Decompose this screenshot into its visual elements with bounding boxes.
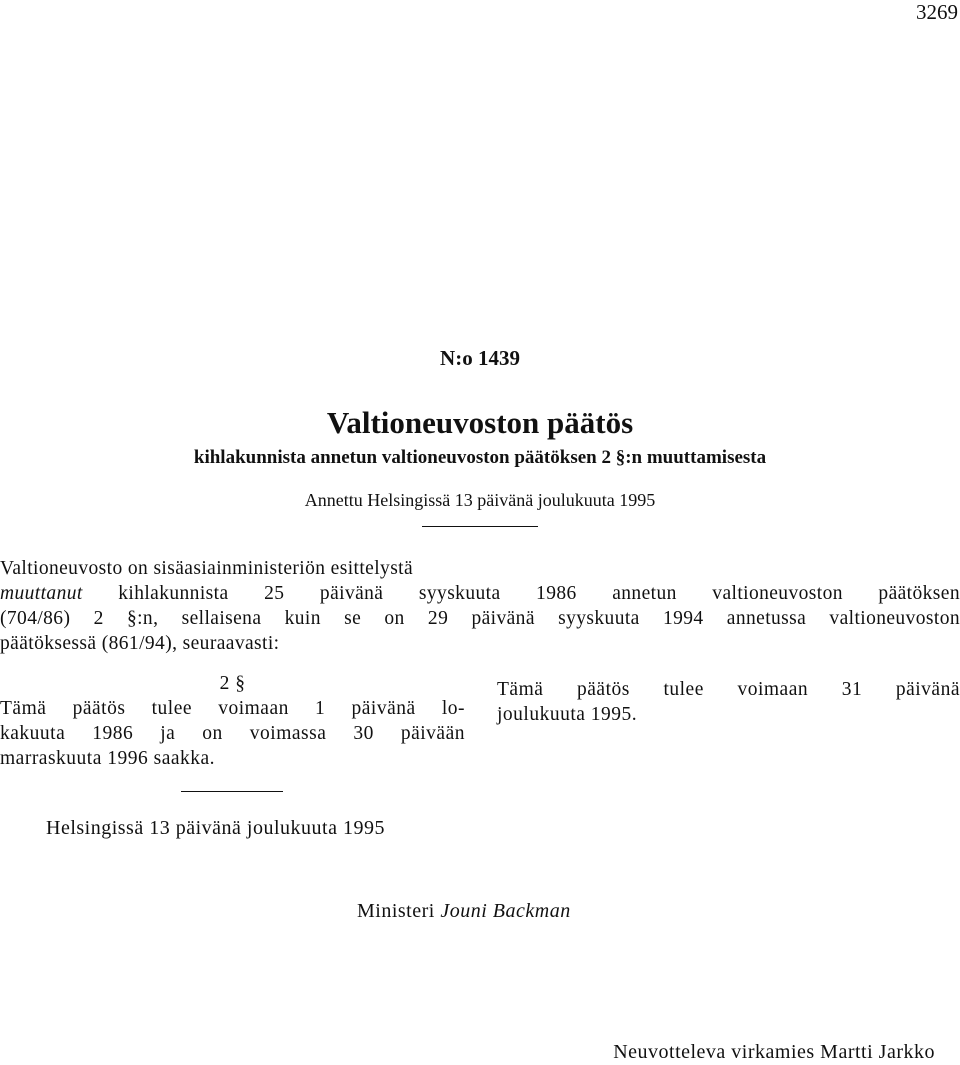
intro-line: päätöksessä (861/94), seuraavasti: bbox=[0, 633, 280, 654]
document-number: N:o 1439 bbox=[440, 346, 520, 370]
advisor-signature: Neuvotteleva virkamies Martti Jarkko bbox=[613, 1041, 935, 1063]
issued-line: Annettu Helsingissä 13 päivänä joulukuuta 1995 bbox=[304, 490, 656, 510]
intro-line: Valtioneuvosto on sisäasiainministeriön esittelystä bbox=[0, 558, 414, 579]
minister-title: Ministeri bbox=[357, 900, 435, 922]
divider-rule bbox=[422, 526, 538, 527]
intro-line: (704/86) 2 §:n, sellaisena kuin se on 29 päivänä syyskuuta 1994 annetussa valtioneuvoston bbox=[0, 608, 960, 629]
intro-line bbox=[0, 581, 960, 606]
divider-rule bbox=[181, 791, 283, 792]
section-line: kakuuta 1986 ja on voimassa 30 päivään bbox=[0, 723, 465, 744]
intro-paragraph bbox=[0, 556, 960, 656]
minister-name: Jouni Backman bbox=[440, 900, 571, 922]
signing-place-date: Helsingissä 13 päivänä joulukuuta 1995 bbox=[46, 817, 385, 839]
entry-line: joulukuuta 1995. bbox=[497, 704, 638, 725]
section-line: Tämä päätös tulee voimaan 1 päivänä lo- bbox=[0, 698, 465, 719]
section-line: marraskuuta 1996 saakka. bbox=[0, 748, 216, 769]
minister-signature bbox=[357, 900, 571, 923]
document-title: Valtioneuvoston päätös bbox=[326, 405, 634, 440]
entry-into-force bbox=[497, 677, 960, 727]
section-2 bbox=[0, 671, 465, 771]
emphasis-text: muuttanut bbox=[0, 583, 83, 604]
document-subtitle: kihlakunnista annetun valtioneuvoston päätöksen 2 §:n muuttamisesta bbox=[193, 447, 767, 468]
intro-text: kihlakunnista 25 päivänä syyskuuta 1986 annetun valtioneuvoston päätöksen bbox=[82, 583, 960, 604]
section-heading: 2 § bbox=[219, 673, 246, 694]
page-number: 3269 bbox=[916, 0, 958, 24]
entry-line: Tämä päätös tulee voimaan 31 päivänä bbox=[497, 679, 960, 700]
